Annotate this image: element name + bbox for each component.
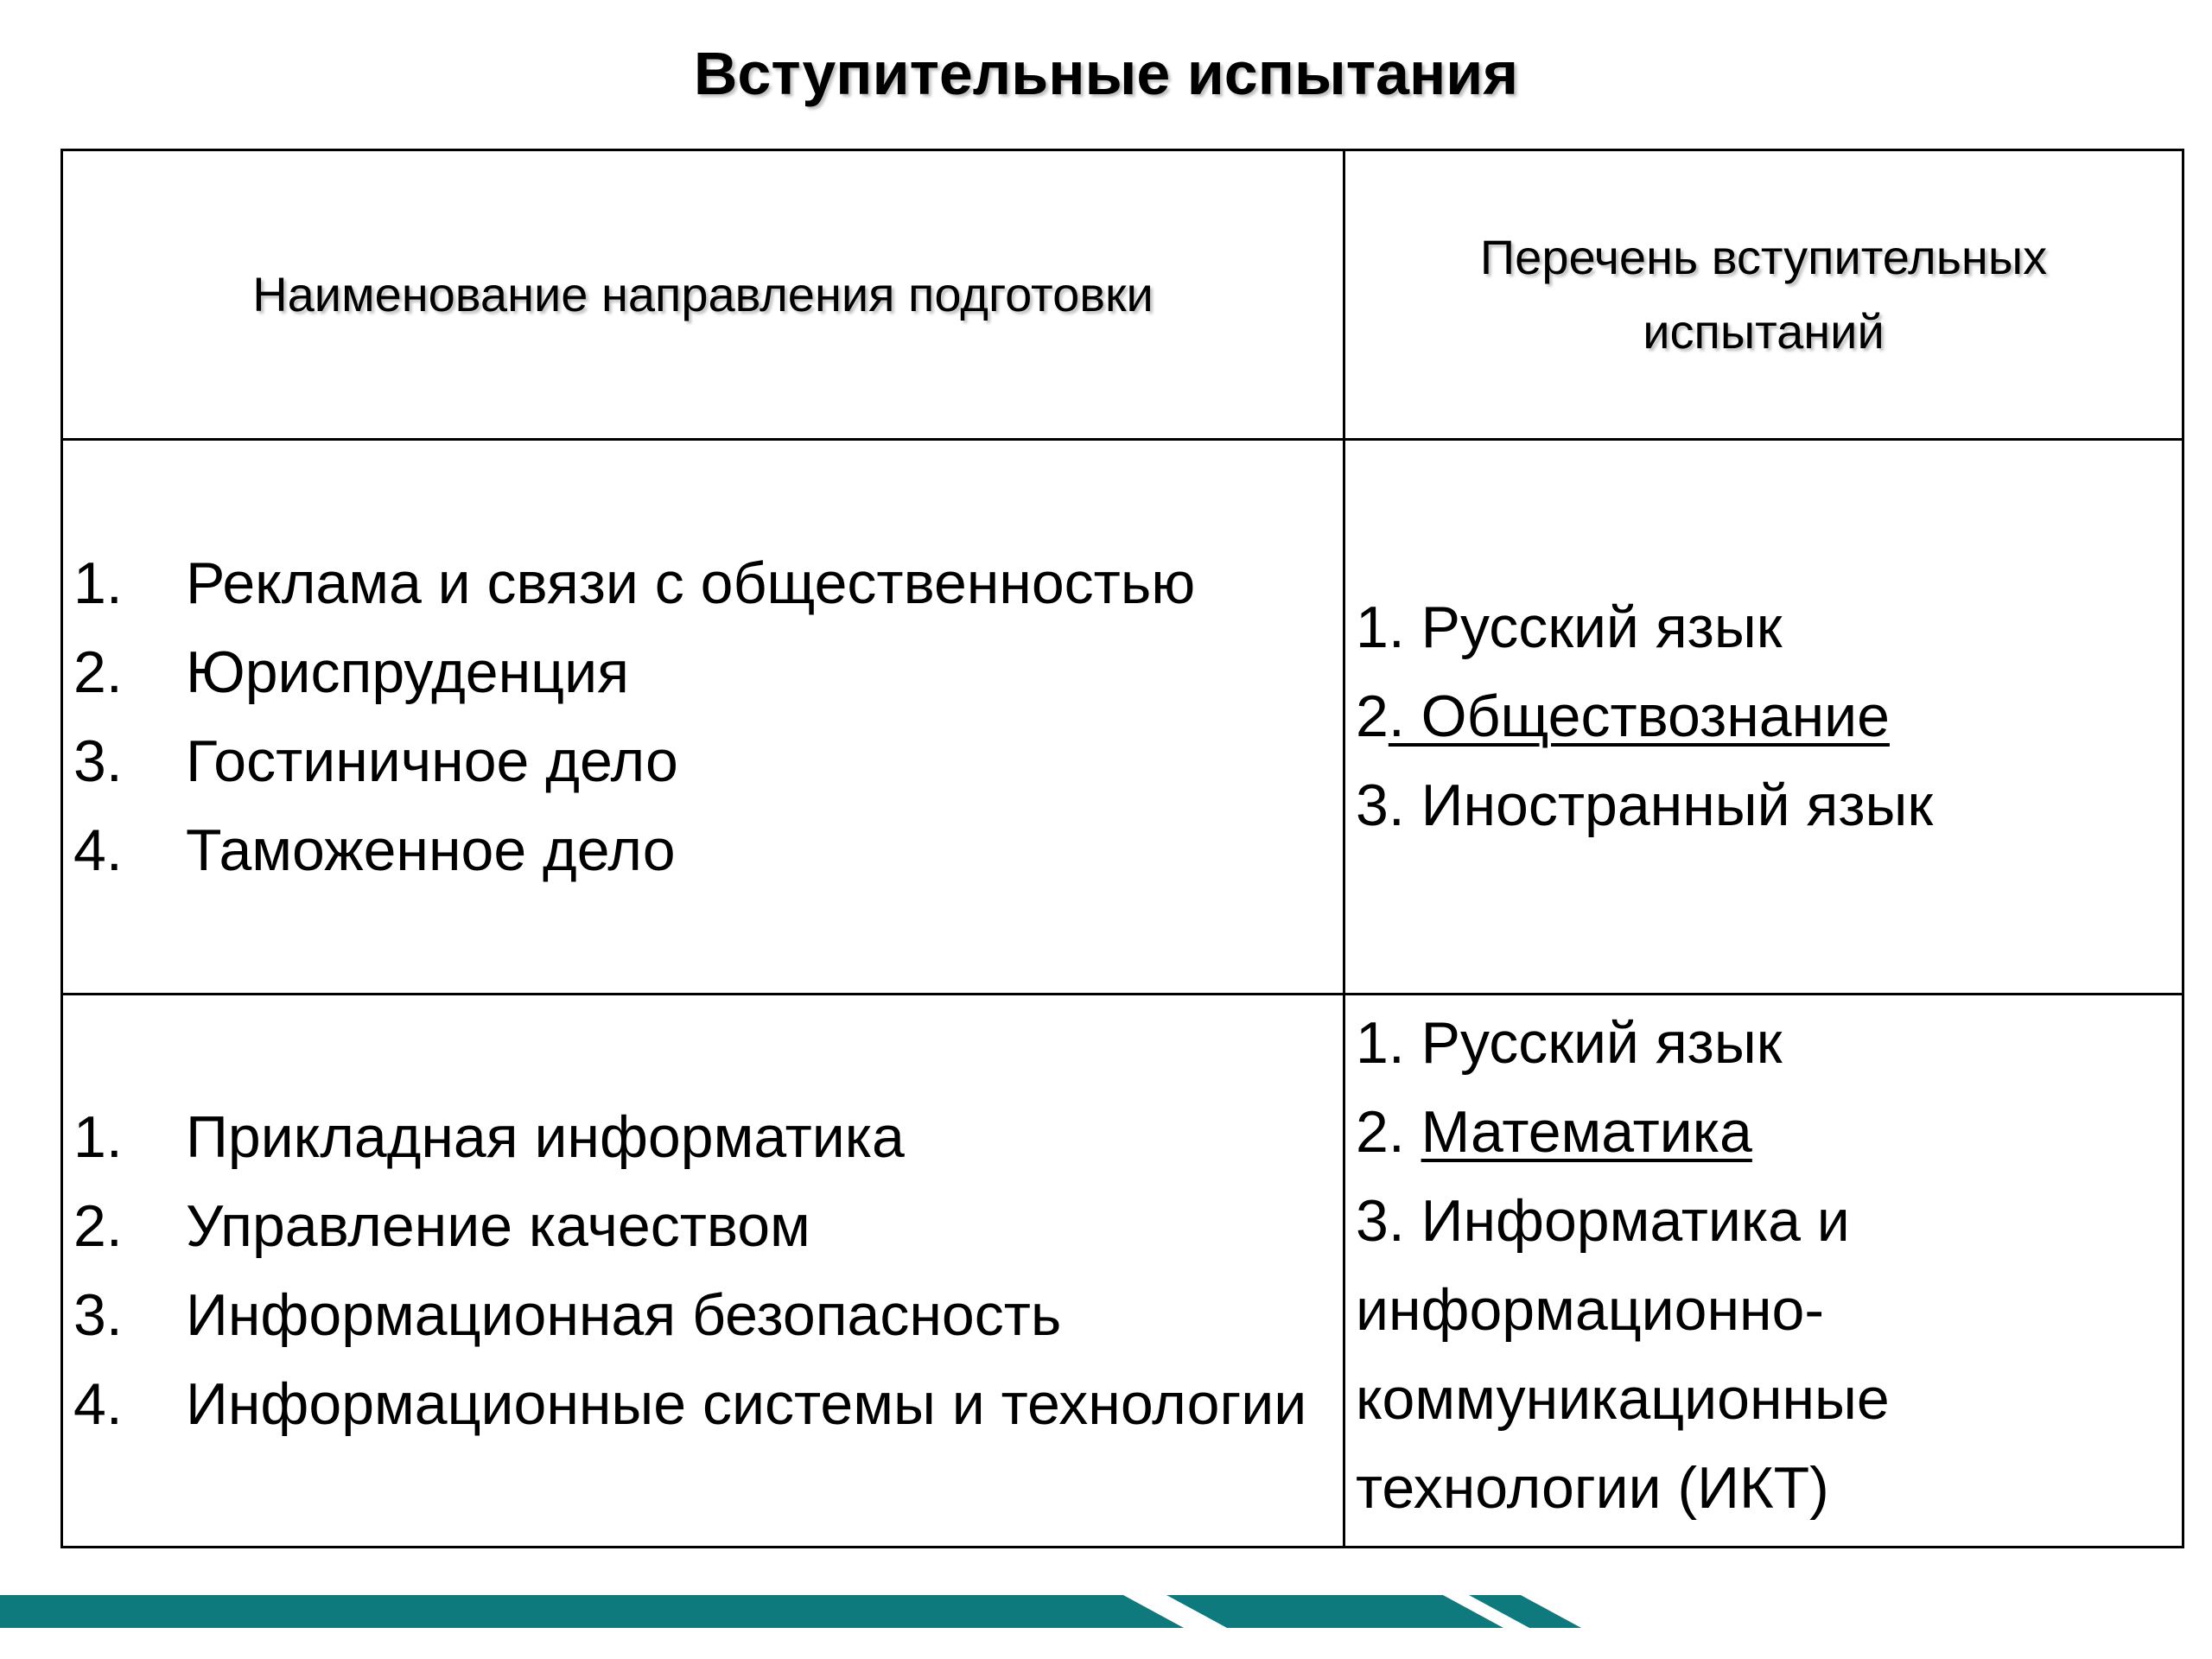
exam-item (1356, 1177, 2171, 1533)
directions-cell (62, 995, 1344, 1548)
exams-cell (1344, 995, 2183, 1548)
exams-list (1345, 995, 2182, 1533)
exam-item (1356, 1088, 2171, 1177)
item-number: 4. (73, 817, 123, 883)
exam-item (1356, 761, 2171, 850)
exams-cell (1344, 440, 2183, 995)
exam-item (1356, 583, 2171, 672)
exam-item (1356, 999, 2171, 1088)
direction-name: Прикладная информатика (186, 1103, 905, 1170)
item-number: 2. (73, 1192, 123, 1259)
item-number: 3. (73, 1281, 123, 1348)
list-item (73, 806, 1325, 895)
exam-number: 2. (1356, 1099, 1421, 1165)
stripe-bar-1 (0, 1595, 1184, 1628)
direction-name: Информационные системы и технологии (186, 1370, 1307, 1437)
exam-name: Информатика и информационно-коммуникационные технологии (ИКТ) (1356, 1188, 1890, 1521)
list-item (73, 1271, 1325, 1360)
exams-list (1345, 583, 2182, 850)
exam-number: 3. (1356, 772, 1421, 838)
directions-cell (62, 440, 1344, 995)
stripe-bar-2 (1166, 1595, 1503, 1628)
entrance-exams-table (60, 149, 2184, 1548)
exam-number: 2 (1356, 683, 1389, 749)
list-item (73, 1360, 1325, 1449)
table-row (62, 995, 2183, 1548)
direction-name: Юриспруденция (186, 639, 629, 705)
list-item (73, 717, 1325, 806)
direction-name: Реклама и связи с общественностью (186, 550, 1196, 616)
header-direction: Наименование направления подготовки (62, 150, 1344, 440)
header-exams: Перечень вступительных испытаний (1344, 150, 2183, 440)
direction-name: Управление качеством (186, 1192, 810, 1259)
item-number: 3. (73, 728, 123, 794)
list-item (73, 1093, 1325, 1182)
page-title: Вступительные испытания (693, 40, 1519, 107)
exam-number: 1. (1356, 1010, 1421, 1076)
list-item (73, 628, 1325, 717)
item-number: 4. (73, 1370, 123, 1437)
exam-name: . Обществознание (1388, 683, 1890, 749)
table-row (62, 440, 2183, 995)
direction-name: Гостиничное дело (186, 728, 678, 794)
exam-name: Русский язык (1421, 1010, 1783, 1076)
exam-number: 1. (1356, 594, 1421, 660)
exam-name: Иностранный язык (1421, 772, 1934, 838)
list-item (73, 1182, 1325, 1271)
directions-list (63, 539, 1343, 895)
decorative-stripes (0, 1590, 2212, 1633)
item-number: 1. (73, 550, 123, 616)
exam-number: 3. (1356, 1188, 1421, 1254)
directions-list (63, 1093, 1343, 1449)
direction-name: Информационная безопасность (186, 1281, 1062, 1348)
item-number: 1. (73, 1103, 123, 1170)
item-number: 2. (73, 639, 123, 705)
exam-name: Русский язык (1421, 594, 1783, 660)
list-item (73, 539, 1325, 628)
direction-name: Таможенное дело (186, 817, 676, 883)
exam-name: Математика (1421, 1099, 1752, 1165)
exam-item (1356, 672, 2171, 761)
table-header-row (62, 150, 2183, 440)
